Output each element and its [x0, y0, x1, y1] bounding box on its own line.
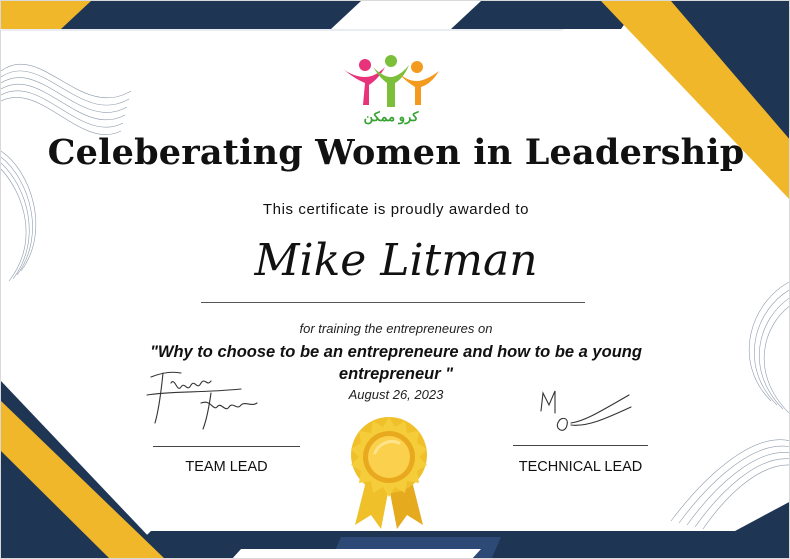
- certificate-date: August 26, 2023: [348, 387, 444, 402]
- team-lead-line: [153, 446, 300, 447]
- technical-lead-line: [513, 445, 648, 446]
- team-lead-label: TEAM LEAD: [185, 459, 268, 475]
- awarded-text: This certificate is proudly awarded to: [262, 201, 530, 218]
- recipient-name: Mike Litman: [254, 235, 538, 286]
- kro-momken-logo: [339, 53, 443, 111]
- name-underline: [201, 302, 585, 303]
- award-ribbon-icon: [347, 413, 431, 531]
- training-description: for training the entrepreneures on: [299, 321, 493, 336]
- team-lead-signature: [141, 363, 271, 433]
- training-topic: "Why to choose to be an entrepreneure and how to be a young entrepreneur ": [150, 343, 642, 383]
- technical-lead-label: TECHNICAL LEAD: [518, 459, 643, 475]
- certificate-title: Celeberating Women in Leadership: [47, 132, 745, 173]
- technical-lead-signature: [531, 381, 641, 441]
- logo-arabic-text: كرو ممكن: [363, 109, 419, 124]
